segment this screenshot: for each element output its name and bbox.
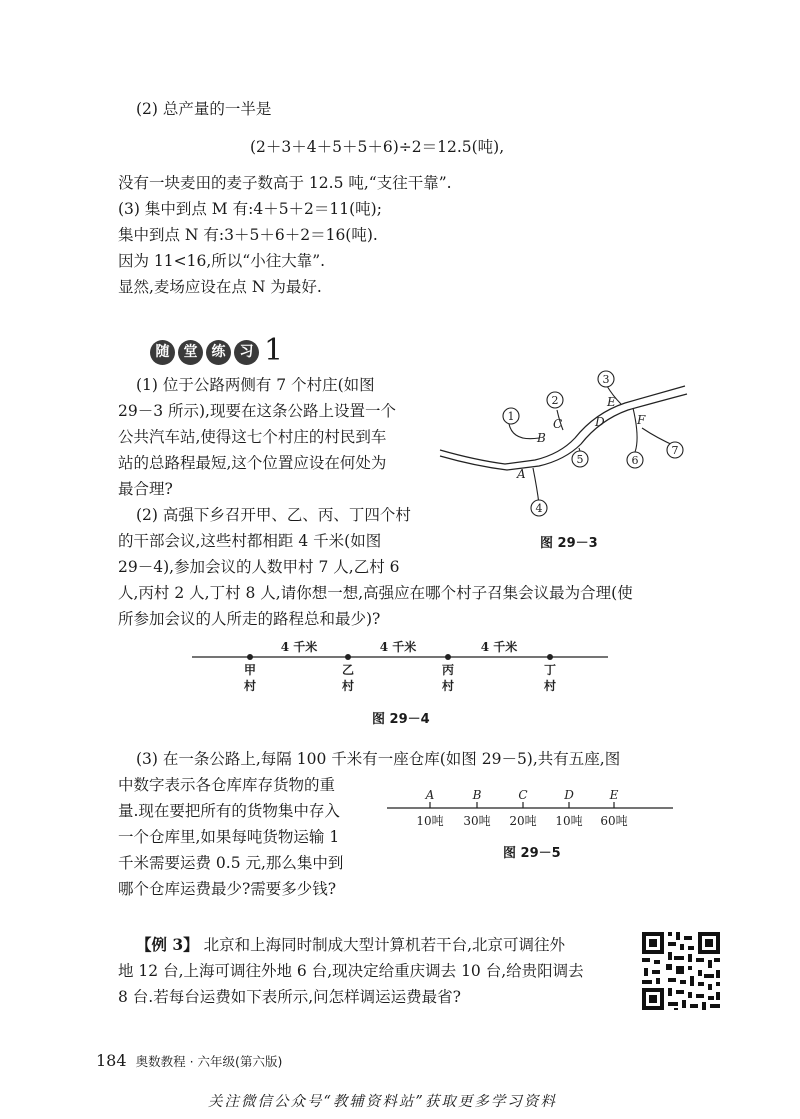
warehouse-name: E	[609, 788, 619, 802]
heading-number: 1	[264, 333, 284, 368]
practice-2-line: 29－4),参加会议的人数甲村 7 人,乙村 6	[118, 558, 400, 576]
point-letter: F	[637, 413, 646, 427]
heading-char: 练	[206, 340, 231, 365]
practice-1-line: 公共汽车站,使得这七个村庄的村民到车	[118, 428, 387, 446]
village-number: 7	[671, 444, 679, 457]
village-label-top: 乙	[341, 663, 355, 677]
practice-3-line: 中数字表示各仓库库存货物的重	[118, 776, 336, 794]
warehouse-name: A	[425, 788, 435, 802]
watermark-text: 关注微信公众号“教辅资料站”获取更多学习资料	[208, 1094, 557, 1110]
practice-3-line: 哪个仓库运费最少?需要多少钱?	[118, 880, 337, 898]
practice-1-line: 29－3 所示),现要在这条公路上设置一个	[118, 402, 396, 420]
warehouse-names	[425, 788, 619, 802]
warehouse-weight: 30吨	[463, 814, 491, 828]
heading-char: 随	[150, 340, 175, 365]
heading-char: 堂	[178, 340, 203, 365]
village-dot	[547, 654, 553, 660]
point-letter: D	[595, 415, 605, 429]
figure-29-4-caption: 图 29－4	[372, 712, 430, 727]
figure-29-3	[435, 368, 695, 523]
village-label-bottom: 村	[441, 679, 455, 693]
warehouse-name: D	[564, 788, 574, 802]
distance-label: 4 千米	[379, 640, 417, 654]
warehouse-ticks	[430, 802, 614, 808]
heading-char: 习	[234, 340, 259, 365]
figure-29-5-caption: 图 29－5	[503, 846, 561, 861]
warehouse-name: B	[472, 788, 482, 802]
distance-label: 4 千米	[480, 640, 518, 654]
solution-line-5: 因为 11<16,所以“小往大靠”.	[118, 252, 326, 270]
village-number: 6	[631, 454, 639, 467]
practice-3-line: 量.现在要把所有的货物集中存入	[118, 802, 340, 820]
village-number: 1	[507, 410, 515, 423]
practice-2-line: 的干部会议,这些村都相距 4 千米(如图	[118, 532, 382, 550]
village-number: 5	[576, 453, 584, 466]
village-label-top: 甲	[243, 663, 257, 677]
point-letter: B	[537, 431, 546, 445]
distance-labels	[281, 639, 518, 654]
warehouse-weight: 10吨	[555, 814, 583, 828]
solution-line-2: 没有一块麦田的麦子数高于 12.5 吨,“支往干靠”.	[118, 174, 452, 192]
page-number: 184	[96, 1051, 127, 1070]
warehouse-name: C	[518, 788, 528, 802]
village-dot	[247, 654, 253, 660]
practice-heading	[150, 333, 283, 368]
warehouse-weight: 60吨	[600, 814, 628, 828]
village-labels	[244, 662, 556, 693]
village-number: 4	[535, 502, 543, 515]
point-letter: E	[607, 395, 616, 409]
distance-label: 4 千米	[280, 640, 318, 654]
practice-2-line: (2) 高强下乡召开甲、乙、丙、丁四个村	[136, 506, 411, 524]
village-markers	[503, 371, 683, 516]
village-label-top: 丁	[543, 663, 557, 677]
example-line-1	[136, 932, 565, 958]
qr-code	[640, 930, 722, 1012]
village-dot	[445, 654, 451, 660]
road-lines	[440, 386, 687, 470]
practice-3-line: (3) 在一条公路上,每隔 100 千米有一座仓库(如图 29－5),共有五座,图	[136, 750, 621, 768]
village-numbers	[508, 373, 679, 515]
practice-1-line: 站的总路程最短,这个位置应设在何处为	[118, 454, 387, 472]
practice-1-line: (1) 位于公路两侧有 7 个村庄(如图	[136, 376, 375, 394]
warehouse-weights	[416, 813, 627, 828]
example-text: 北京和上海同时制成大型计算机若干台,北京可调往外	[203, 936, 566, 954]
practice-3-line: 一个仓库里,如果每吨货物运输 1	[118, 828, 340, 846]
village-dot	[345, 654, 351, 660]
figure-29-3-caption: 图 29－3	[540, 536, 598, 551]
village-number: 2	[551, 394, 559, 407]
village-label-top: 丙	[441, 663, 455, 677]
village-label-bottom: 村	[543, 679, 557, 693]
village-number: 3	[602, 373, 610, 386]
figure-29-4	[190, 638, 610, 698]
figure-29-5	[385, 788, 675, 832]
practice-2-line: 所参加会议的人所走的路程总和最少)?	[118, 610, 381, 628]
solution-line-6: 显然,麦场应设在点 N 为最好.	[118, 278, 322, 296]
solution-line-4: 集中到点 N 有:3＋5＋6＋2＝16(吨).	[118, 226, 378, 244]
book-title: 奥数教程 · 六年级(第六版)	[135, 1054, 283, 1069]
practice-3-line: 千米需要运费 0.5 元,那么集中到	[118, 854, 344, 872]
practice-2-line: 人,丙村 2 人,丁村 8 人,请你想一想,高强应在哪个村子召集会议最为合理(使	[118, 584, 633, 602]
warehouse-weight: 10吨	[416, 814, 444, 828]
example-label: 【例 3】	[136, 935, 199, 954]
example-line-3: 8 台.若每台运费如下表所示,问怎样调运运费最省?	[118, 988, 461, 1006]
village-label-bottom: 村	[341, 679, 355, 693]
warehouse-weight: 20吨	[509, 814, 537, 828]
practice-1-line: 最合理?	[118, 480, 173, 498]
solution-line-3: (3) 集中到点 M 有:4＋5＋2＝11(吨);	[118, 200, 382, 218]
village-label-bottom: 村	[243, 679, 257, 693]
example-line-2: 地 12 台,上海可调往外地 6 台,现决定给重庆调去 10 台,给贵阳调去	[118, 962, 584, 980]
solution-formula: (2＋3＋4＋5＋5＋6)÷2＝12.5(吨),	[250, 138, 505, 156]
point-letter: A	[517, 467, 526, 481]
page-footer	[96, 1048, 282, 1074]
solution-line-1: (2) 总产量的一半是	[136, 100, 272, 118]
point-letter: C	[553, 417, 563, 431]
